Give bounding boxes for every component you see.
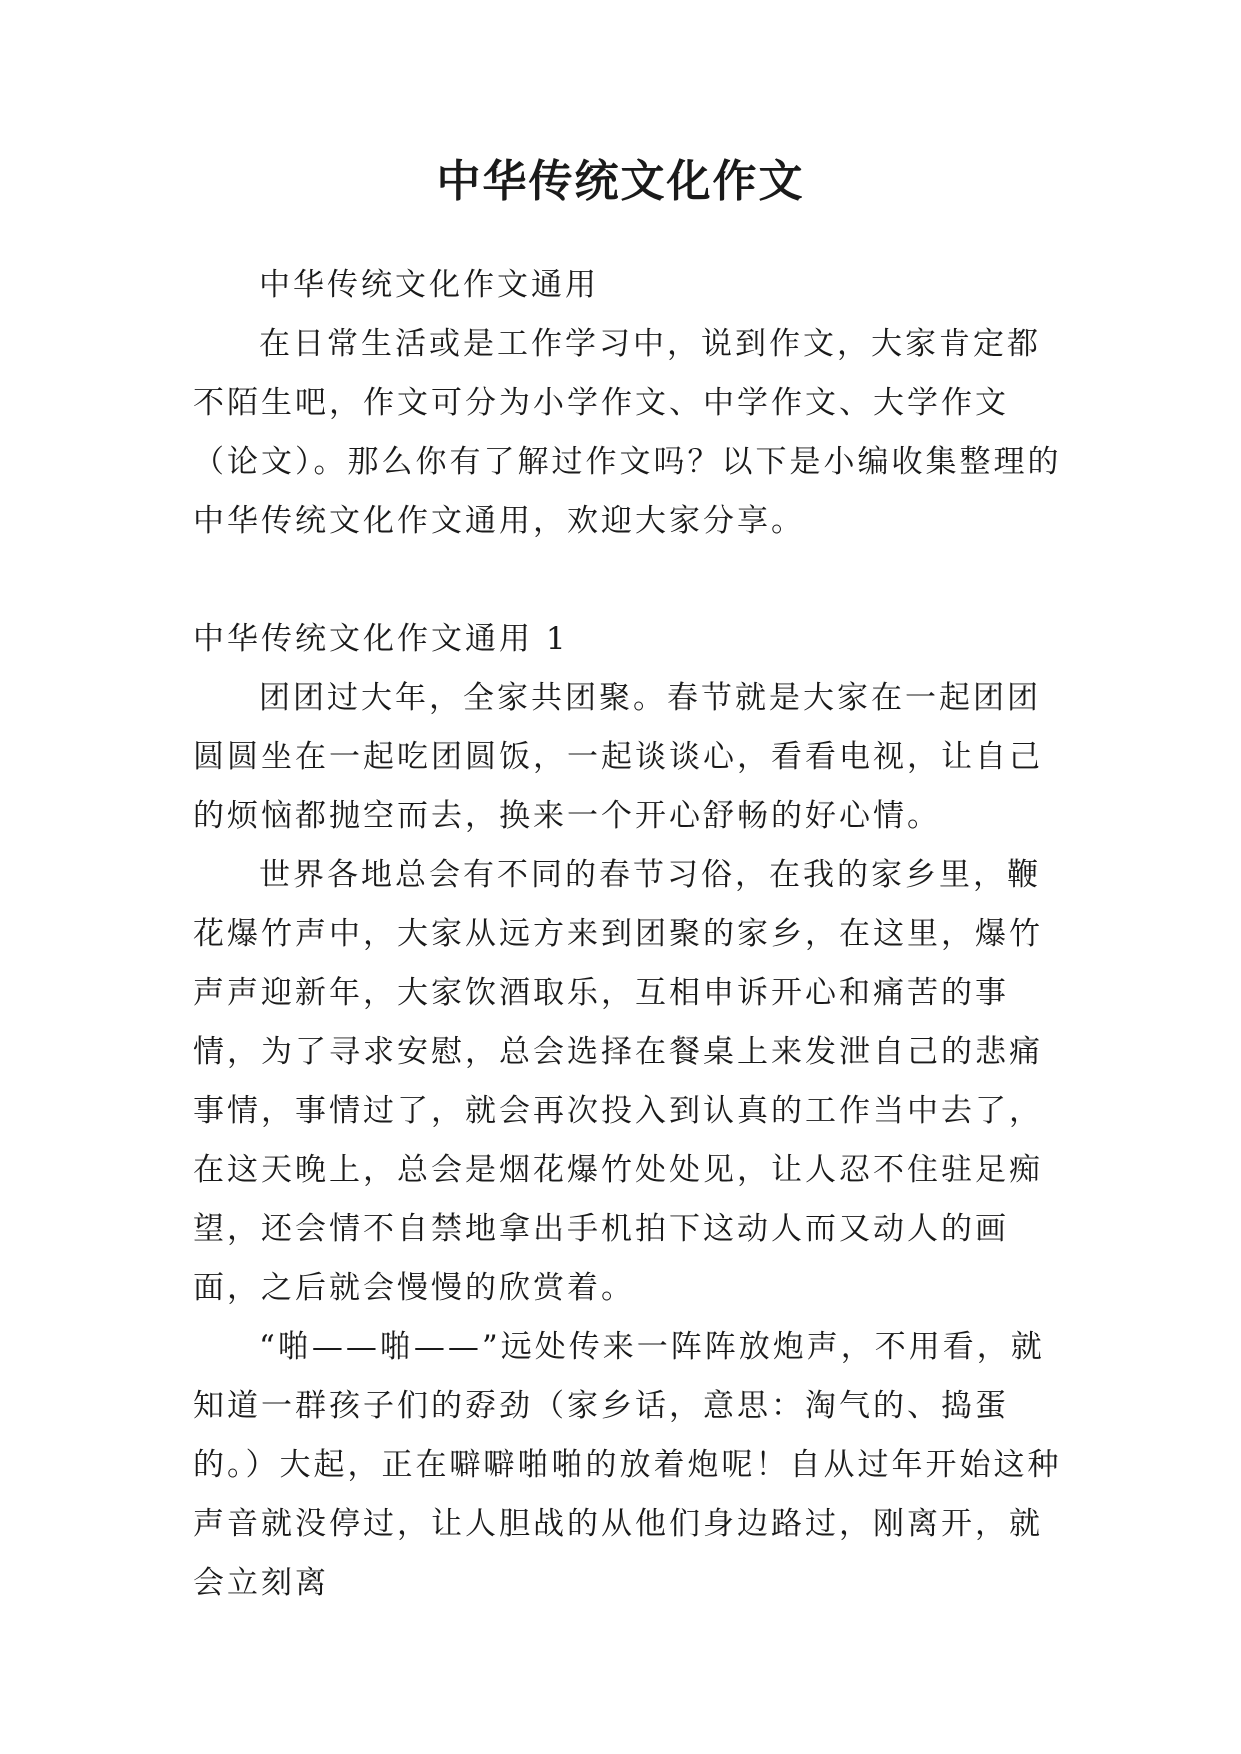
section-heading: 中华传统文化作文通用 1 — [193, 621, 569, 657]
body-paragraph-2: 世界各地总会有不同的春节习俗，在我的家乡里，鞭花爆竹声中，大家从远方来到团聚的家乡，在这里，爆竹声声迎新年，大家饮酒取乐，互相申诉开心和痛苦的事情，为了寻求安慰，总会选择在餐桌上来发泄自己的悲痛事情，事情过了，就会再次投入到认真的工作当中去了，在这天晚上，总会是烟花爆竹处处见，让人忍不住驻足痴望，还会情不自禁地拿出手机拍下这动人而又动人的画面，之后就会慢慢的欣赏着。 — [193, 857, 1043, 1306]
intro-paragraph: 在日常生活或是工作学习中，说到作文，大家肯定都不陌生吧，作文可分为小学作文、中学作文、大学作文（论文）。那么你有了解过作文吗？以下是小编收集整理的中华传统文化作文通用，欢迎大家分享。 — [193, 326, 1062, 539]
document-body — [193, 256, 1063, 1613]
body-paragraph-1: 团团过大年，全家共团聚。春节就是大家在一起团团圆圆坐在一起吃团圆饭，一起谈谈心，看看电视，让自己的烦恼都抛空而去，换来一个开心舒畅的好心情。 — [193, 680, 1043, 834]
section-spacer — [193, 551, 1063, 610]
document-subtitle: 中华传统文化作文通用 — [259, 267, 599, 303]
document-title: 中华传统文化作文 — [436, 156, 805, 207]
body-paragraph-3: “啪——啪——”远处传来一阵阵放炮声，不用看，就知道一群孩子们的孬劲（家乡话，意思：淘气的、捣蛋的。）大起，正在噼噼啪啪的放着炮呢！自从过年开始这种声音就没停过，让人胆战的从他们身边路过，刚离开，就会立刻离 — [193, 1329, 1062, 1601]
